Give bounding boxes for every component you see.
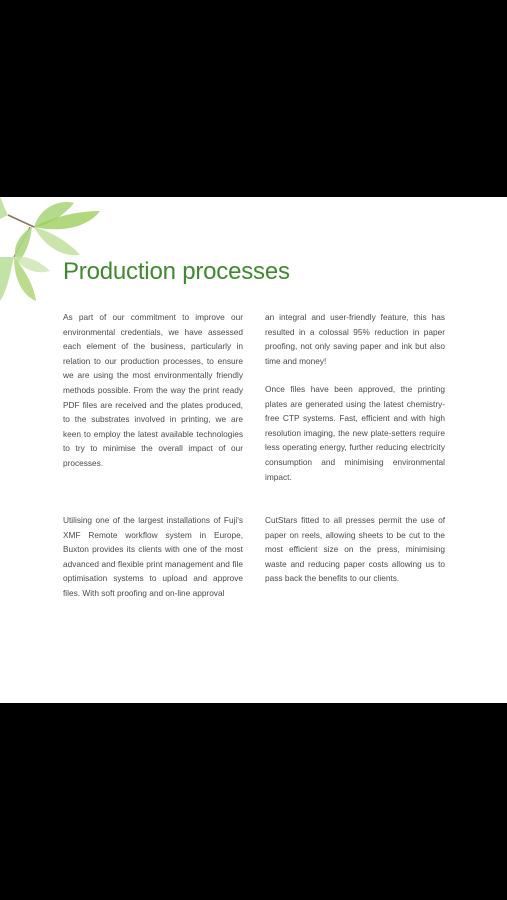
body-paragraph: Utilising one of the largest installations of Fuji's XMF Remote workflow system in Europe, Buxton provides its clients with one of the most advanced and flexible print management and file optimisation systems to upload and approve files. With soft proofing and on-line approval (63, 515, 243, 598)
document-page (0, 197, 507, 703)
body-paragraph: CutStars fitted to all presses permit the use of paper on reels, allowing sheets to be cut to the most efficient size on the press, minimising waste and reducing paper costs allowing us to pass back the benefits to our clients. (265, 515, 445, 584)
body-paragraph: As part of our commitment to improve our environmental credentials, we have assessed each element of the business, particularly in relation to our production processes, to ensure we are using the most environmentally friendly methods possible. From the way the print ready PDF files are received and the plates produced, to the substrates involved in printing, we are keen to employ the latest available technologies to try to minimise the overall impact of our processes. (63, 312, 243, 468)
page-title: Production processes (63, 258, 290, 285)
body-paragraph: Once files have been approved, the printing plates are generated using the latest chemistry-free CTP systems. Fast, efficient and with high resolution imaging, the new plate-setters require less operating energy, further reducing electricity consumption and minimising environmental impact. (265, 384, 445, 482)
body-paragraph: an integral and user-friendly feature, this has resulted in a colossal 95% reduction in paper proofing, not only saving paper and ink but also time and money! (265, 312, 445, 366)
